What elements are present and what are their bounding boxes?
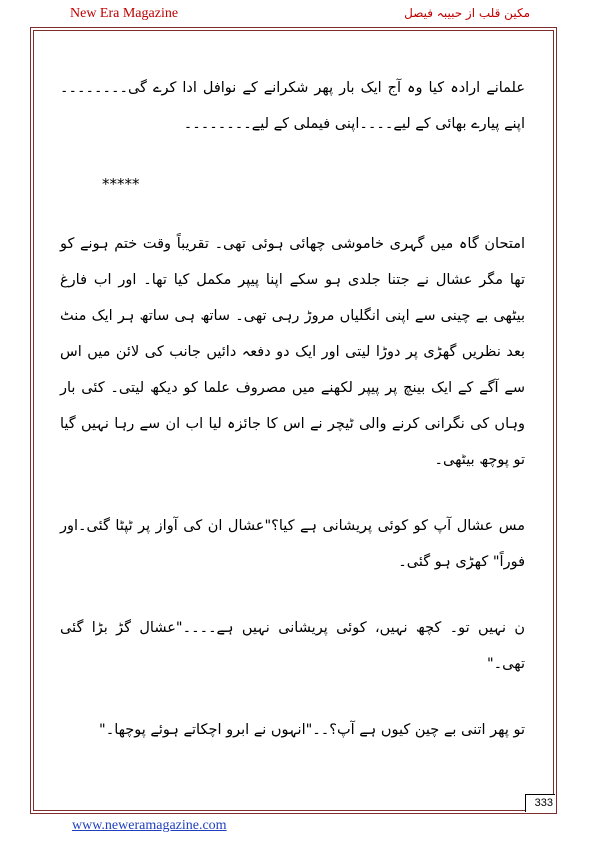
website-link[interactable]: www.neweramagazine.com	[72, 818, 227, 833]
section-separator: *****	[102, 175, 140, 193]
story-title: مکین قلب از حبیبہ فیصل	[404, 6, 530, 20]
paragraph-5: تو پھر اتنی بے چین کیوں ہے آپ؟۔۔"انہوں نے ابرو اچکاتے ہوئے پوچھا۔"	[99, 722, 525, 738]
magazine-name: New Era Magazine	[70, 6, 179, 21]
paragraph-2: امتحان گاہ میں گہری خاموشی چھائی ہوئی تھی۔ تقریباً وقت ختم ہونے کو تھا مگر عشال نے جتنا جلدی ہو سکے اپنا پیپر مکمل کیا تھا۔ اور اب فارغ بیٹھی بے چینی سے اپنی انگلیاں مروڑ رہی تھی۔ ساتھ ہی ساتھ ہر ایک منٹ بعد نظریں گھڑی پر دوڑا لیتی اور ایک دو دفعہ دائیں جانب کی لائن میں اس سے آگے کے ایک بینچ پر پیپر لکھنے میں مصروف علما کو دیکھ لیتی۔ کئی بار وہاں کی نگرانی کرنے والی ٹیچر نے اس کا جائزہ لیا اب ان سے رہا نہیں گیا تو پوچھ بیٹھی۔	[60, 236, 525, 468]
page-number: 333	[525, 794, 555, 812]
paragraph-1: علمانے ارادہ کیا وہ آج ایک بار پھر شکرانے کے نوافل ادا کرے گی۔۔۔۔۔۔۔۔اپنے پیارے بھائی کے لیے۔۔۔۔اپنی فیملی کے لیے۔۔۔۔۔۔۔۔	[60, 80, 525, 132]
story-body	[60, 70, 525, 778]
paragraph-4: ن نہیں تو۔ کچھ نہیں، کوئی پریشانی نہیں ہے۔۔۔۔"عشال گڑ بڑا گئی تھی۔"	[60, 620, 525, 672]
paragraph-3: مس عشال آپ کو کوئی پریشانی ہے کیا؟"عشال ان کی آواز پر ٹپٹا گئی۔اور فوراً" کھڑی ہو گئی۔	[60, 518, 525, 570]
